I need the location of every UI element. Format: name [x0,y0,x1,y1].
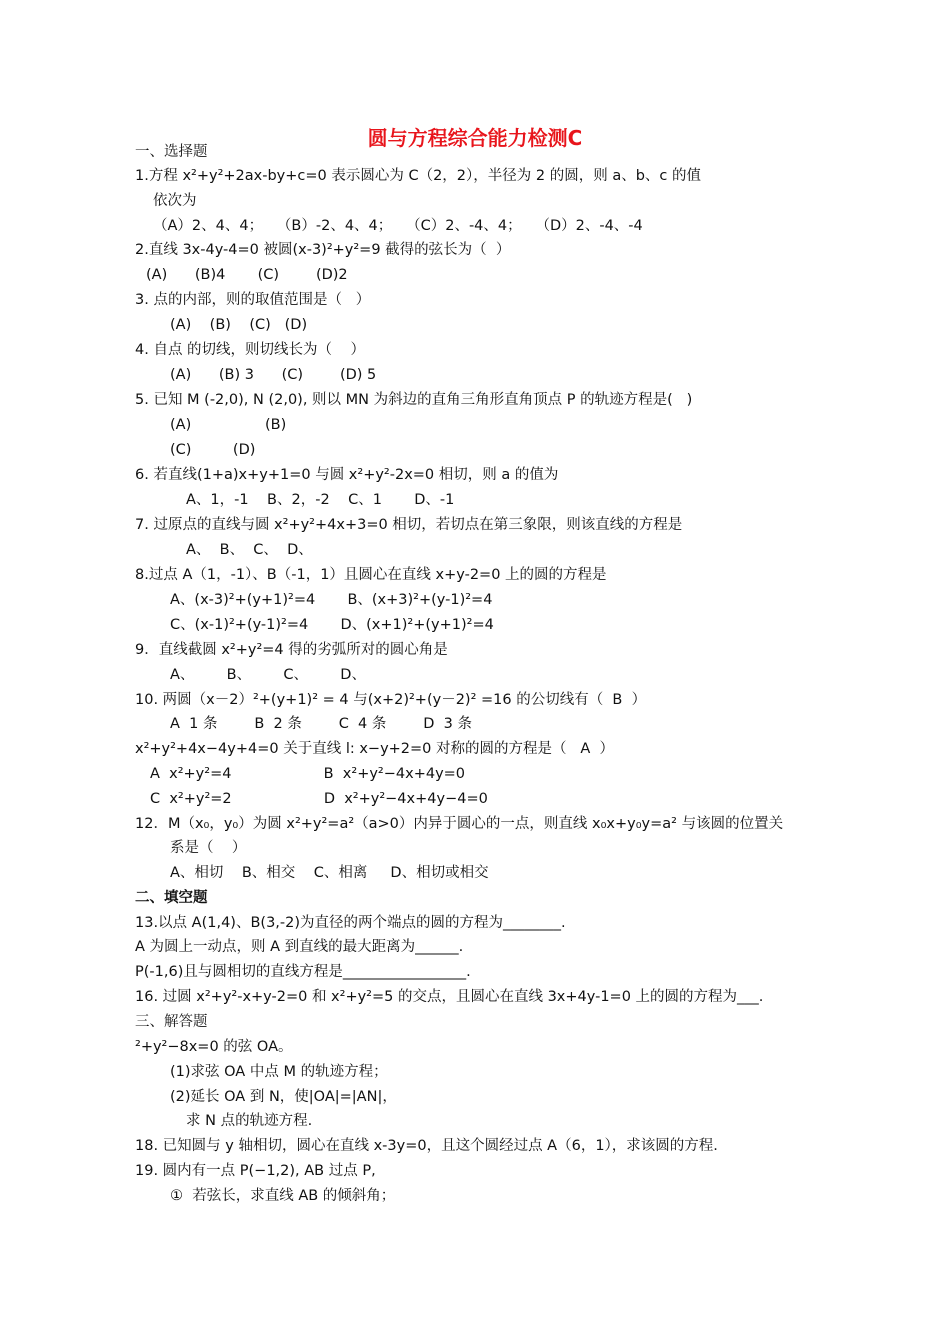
text-line: x²+y²+4x−4y+4=0 关于直线 l: x−y+2=0 对称的圆的方程是（ A ） [135,741,614,757]
text-line: 10. 两圆（x－2）²+(y+1)² = 4 与(x+2)²+(y－2)² =16 的公切线有（ B ） [135,692,647,708]
page-title: 圆与方程综合能力检测C [367,126,583,150]
text-line: 7. 过原点的直线与圆 x²+y²+4x+3=0 相切，若切点在第三象限，则该直线的方程是 [135,517,683,533]
text-line: 18. 已知圆与 y 轴相切，圆心在直线 x-3y=0，且这个圆经过点 A（6，1），求该圆的方程. [135,1138,718,1154]
text-line: A、相切 B、相交 C、相离 D、相切或相交 [170,865,489,881]
text-line: 三、解答题 [135,1014,208,1030]
text-line: 16. 过圆 x²+y²-x+y-2=0 和 x²+y²=5 的交点，且圆心在直线 3x+4y-1=0 上的圆的方程为___. [135,989,764,1005]
text-line: (A) (B) [170,417,287,433]
text-line: (A) (B)4 (C) (D)2 [146,267,348,283]
text-line: A x²+y²=4 B x²+y²−4x+4y=0 [150,766,466,782]
text-line: C x²+y²=2 D x²+y²−4x+4y−4=0 [150,791,488,807]
text-line: 系是（ ） [170,840,247,856]
text-line: 19. 圆内有一点 P(−1,2), AB 过点 P, [135,1163,376,1179]
text-line: 求 N 点的轨迹方程. [186,1113,313,1129]
text-line: 一、选择题 [135,144,208,160]
text-line: A 为圆上一动点，则 A 到直线的最大距离为______. [135,939,464,955]
text-line: 12．M（x₀，y₀）为圆 x²+y²=a²（a>0）内异于圆心的一点，则直线 x₀x+y₀y=a² 与该圆的位置关 [135,816,784,832]
text-line: 3. 点的内部，则的取值范围是（ ） [135,292,371,308]
text-line: A、(x-3)²+(y+1)²=4 B、(x+3)²+(y-1)²=4 [170,592,493,608]
text-line: 依次为 [153,193,197,209]
text-line: （A）2、4、4； （B）-2、4、4； （C）2、-4、4； （D）2、-4、-4 [153,218,643,234]
text-line: P(-1,6)且与圆相切的直线方程是_________________. [135,964,471,980]
text-line: (A) (B) 3 (C) (D) 5 [170,367,377,383]
text-line: A 1 条 B 2 条 C 4 条 D 3 条 [170,716,472,732]
text-line: (C) (D) [170,442,256,458]
text-line: 2.直线 3x-4y-4=0 被圆(x-3)²+y²=9 截得的弦长为（ ） [135,242,511,258]
text-line: 9．直线截圆 x²+y²=4 得的劣弧所对的圆心角是 [135,642,448,658]
text-line: 1.方程 x²+y²+2ax-by+c=0 表示圆心为 C（2，2），半径为 2 的圆，则 a、b、c 的值 [135,168,702,184]
text-line: 4. 自点 的切线，则切线长为（ ） [135,342,365,358]
text-line: 8.过点 A（1，-1）、B（-1，1）且圆心在直线 x+y-2=0 上的圆的方程是 [135,567,607,583]
text-line: (A) (B) (C) (D) [170,317,308,333]
text-line: C、(x-1)²+(y-1)²=4 D、(x+1)²+(y+1)²=4 [170,617,494,633]
text-line: 13.以点 A(1,4)、B(3,-2)为直径的两个端点的圆的方程为________. [135,915,566,931]
text-line: (2)延长 OA 到 N，使|OA|=|AN|， [170,1089,397,1105]
text-line: ① 若弦长，求直线 AB 的倾斜角； [170,1188,396,1204]
text-line: (1)求弦 OA 中点 M 的轨迹方程； [170,1064,388,1080]
text-line: A、1，-1 B、2，-2 C、1 D、-1 [186,492,455,508]
text-line: A、 B、 C、 D、 [186,542,313,558]
text-line: 6. 若直线(1+a)x+y+1=0 与圆 x²+y²-2x=0 相切，则 a 的值为 [135,467,559,483]
text-line: ²+y²−8x=0 的弦 OA。 [135,1039,293,1055]
text-line: 5. 已知 M (-2,0), N (2,0), 则以 MN 为斜边的直角三角形直角顶点 P 的轨迹方程是( ) [135,392,693,408]
text-line: 二、填空题 [135,890,208,906]
text-line: A、 B、 C、 D、 [170,667,366,683]
